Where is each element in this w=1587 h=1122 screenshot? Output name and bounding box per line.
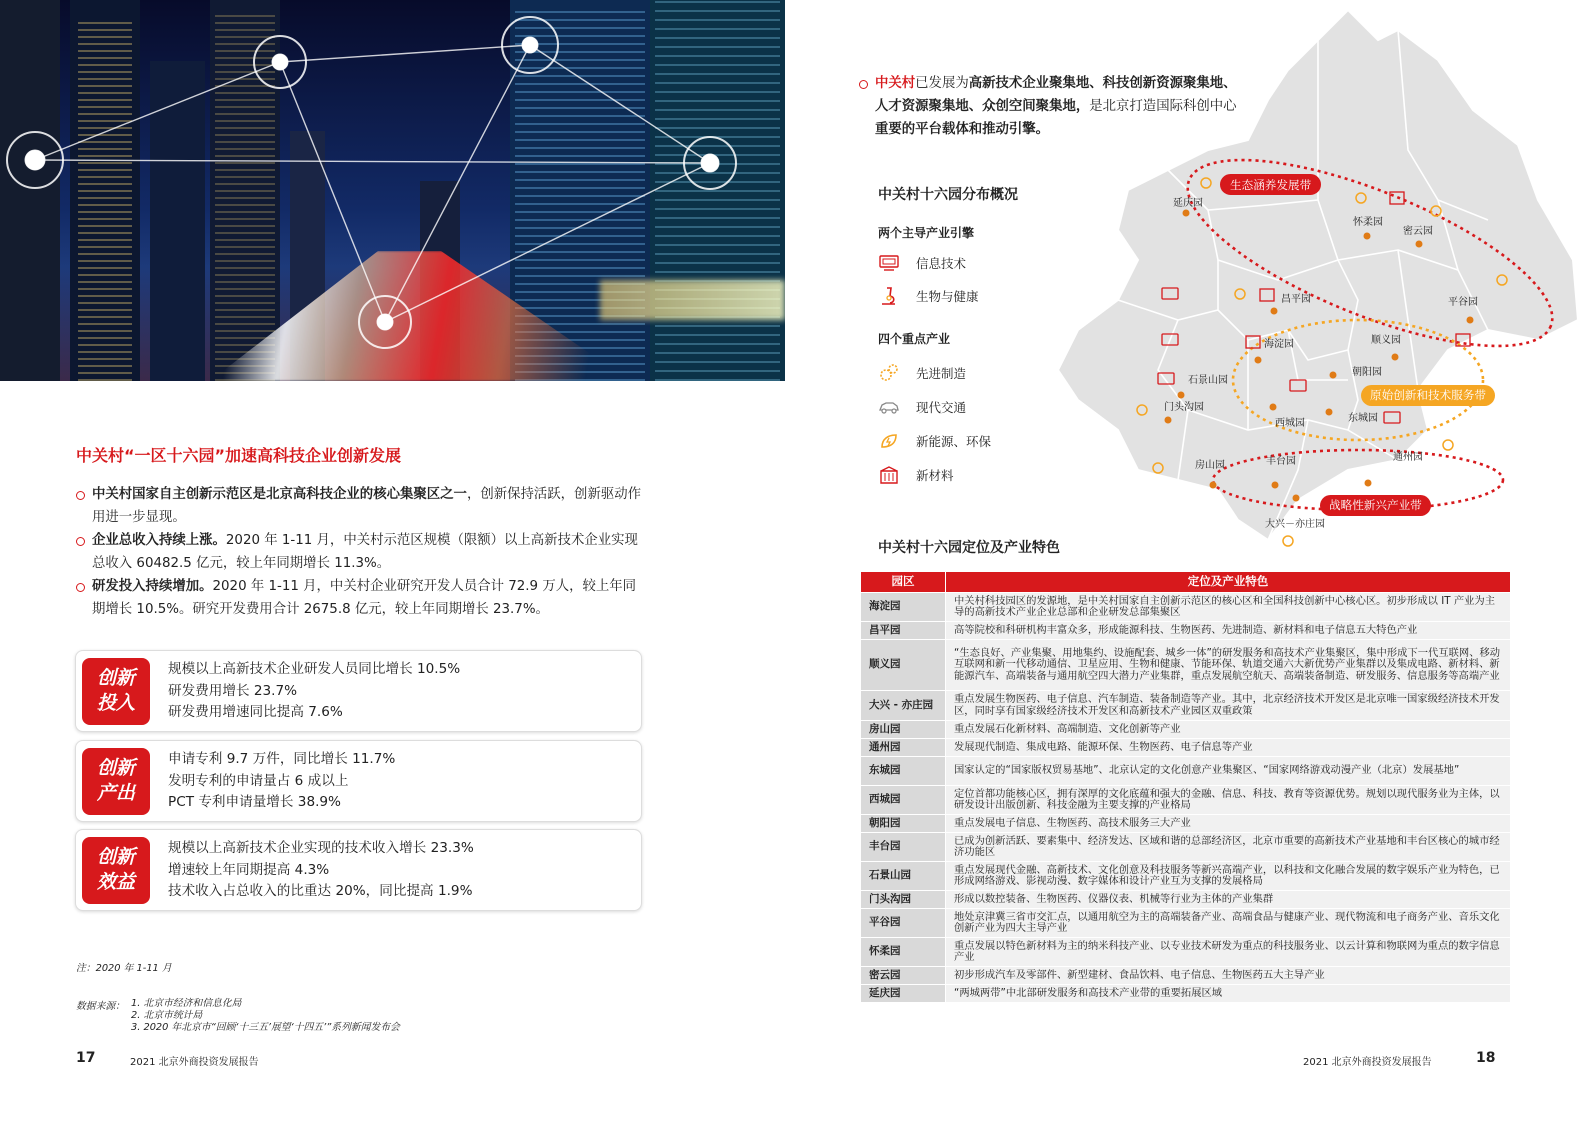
card-line: 研发费用增速同比提高 7.6% [168,704,343,720]
park-label: 门头沟园 [1164,402,1204,413]
park-label: 平谷园 [1448,297,1478,308]
list-item: 研发投入持续增加。2020 年 1-11 月，中关村企业研究开发人员合计 72.9 万人，较上年同期增长 10.5%。研究开发费用合计 2675.8 亿元，较上年同期增长 23.7%。 [76,575,646,621]
legend-item: 信息技术 [878,253,966,273]
park-label: 昌平园 [1281,294,1311,305]
park-name-cell: 门头沟园 [861,891,946,909]
park-label: 东城园 [1348,413,1378,424]
park-name-cell: 东城园 [861,757,946,786]
card-line: PCT 专利申请量增长 38.9% [168,794,341,810]
list-item: 企业总收入持续上涨。2020 年 1-11 月，中关村示范区规模（限额）以上高新技术企业实现总收入 60482.5 亿元，较上年同期增长 11.3%。 [76,529,646,575]
left-page [0,0,793,1122]
park-name-cell: 顺义园 [861,640,946,691]
park-description-cell: 重点发展电子信息、生物医药、高技术服务三大产业 [946,815,1511,833]
park-label: 丰台园 [1266,456,1296,467]
page-number: 18 [1476,1050,1496,1066]
column-header: 园区 [861,572,946,593]
source-list: 1. 北京市经济和信息化局 2. 北京市统计局 3. 2020 年北京市“回顾‘十三五’展望‘十四五’”系列新闻发布会 [131,998,400,1033]
card-tag: 创新 产出 [82,748,150,815]
legend-item: 新材料 [878,465,954,485]
park-name-cell: 昌平园 [861,622,946,640]
park-description-cell: “两城两带”中北部研发服务和高技术产业带的重要拓展区域 [946,985,1511,1003]
page-footer: 2021 北京外商投资发展报告 [130,1057,259,1068]
monitor-icon [878,253,900,273]
park-description-cell: 国家认定的“国家版权贸易基地”、北京认定的文化创意产业集聚区、“国家网络游戏动漫产业（北京）发展基地” [946,757,1511,786]
park-name-cell: 西城园 [861,786,946,815]
table-row [861,691,1511,721]
park-name-cell: 密云园 [861,967,946,985]
table-row [861,967,1511,985]
innovation-input-card [75,650,642,732]
park-description-cell: 地处京津冀三省市交汇点，以通用航空为主的高端装备产业、高端食品与健康产业、现代物流和电子商务产业、音乐文化创新产业为四大主导产业 [946,909,1511,938]
park-label: 大兴－亦庄园 [1265,519,1325,530]
table-row [861,891,1511,909]
table-row [861,786,1511,815]
card-line: 研发费用增长 23.7% [168,682,298,699]
park-label: 石景山园 [1188,375,1228,386]
section-title: 中关村“一区十六园”加速高科技企业创新发展 [76,446,402,465]
innovation-benefit-card [75,829,642,911]
card-tag: 创新 效益 [82,837,150,904]
park-name-cell: 房山园 [861,721,946,739]
source-label: 数据来源： [76,1001,125,1012]
table-row [861,862,1511,891]
park-label: 顺义园 [1371,335,1401,346]
card-line: 规模以上高新技术企业实现的技术收入增长 23.3% [168,840,474,856]
key-industry-title: 四个重点产业 [878,332,951,346]
building-icon [878,465,900,485]
card-line: 增速较上年同期提高 4.3% [168,861,330,878]
park-description-cell: 中关村科技园区的发源地，是中关村国家自主创新示范区的核心区和全国科技创新中心核心区。初步形成以 IT 产业为主导的高新技术产业企业总部和企业研发总部集聚区 [946,593,1511,622]
park-label: 延庆园 [1173,198,1203,209]
table-row [861,909,1511,938]
card-line: 技术收入占总收入的比重达 20%，同比提高 1.9% [168,883,473,899]
park-name-cell: 大兴 - 亦庄园 [861,691,946,721]
table-title: 中关村十六园定位及产业特色 [878,540,1060,556]
list-item: 中关村国家自主创新示范区是北京高科技企业的核心集聚区之一，创新保持活跃，创新驱动作用进一步显现。 [76,483,646,529]
card-line: 申请专利 9.7 万件，同比增长 11.7% [168,751,396,767]
park-description-cell: 形成以数控装备、生物医药、仪器仪表、机械等行业为主体的产业集群 [946,891,1511,909]
footnote: 注：2020 年 1-11 月 [76,963,172,974]
legend-item: 现代交通 [878,397,966,417]
park-label: 房山园 [1195,460,1225,471]
park-name-cell: 怀柔园 [861,938,946,967]
park-description-cell: “生态良好、产业集聚、用地集约、设施配套、城乡一体”的研发服务和高技术产业集聚区，集中形成下一代互联网、移动互联网和新一代移动通信、卫星应用、生物和健康、节能环保、轨道交通六大新优势产业集群以及集成电路、新材料、新能源汽车、高端装备与通用航空四大潜力产业集群，重点发展航空航天、高端装备制造、研发服务、信息服务等高端产业 [946,640,1511,691]
leaf-energy-icon [878,431,900,451]
innovation-output-card [75,740,642,822]
network-lines-overlay [0,0,785,381]
park-name-cell: 延庆园 [861,985,946,1003]
legend-item: 生物与健康 [878,286,979,306]
table-row [861,622,1511,640]
hero-city-night-photo [0,0,785,381]
table-header-row [861,572,1511,593]
park-description-cell: 已成为创新活跃、要素集中、经济发达、区域和谐的总部经济区，北京市重要的高新技术产业基地和丰台区核心的城市经济功能区 [946,833,1511,862]
park-label: 西城园 [1275,418,1305,429]
park-description-cell: 发展现代制造、集成电路、能源环保、生物医药、电子信息等产业 [946,739,1511,757]
park-name-cell: 通州园 [861,739,946,757]
table-row [861,815,1511,833]
table-row [861,985,1511,1003]
park-label: 通州园 [1393,452,1423,463]
park-name-cell: 石景山园 [861,862,946,891]
table-row [861,721,1511,739]
table-row [861,739,1511,757]
column-header: 定位及产业特色 [946,572,1511,593]
highlights-list [76,483,646,621]
table-row [861,757,1511,786]
park-positioning-table [860,571,1511,1003]
park-description-cell: 重点发展生物医药、电子信息、汽车制造、装备制造等产业。其中，北京经济技术开发区是北京唯一国家级经济技术开发区，同时享有国家级经济技术开发区和高新技术产业园区双重政策 [946,691,1511,721]
engine-title: 两个主导产业引擎 [878,226,975,240]
belt-label: 原始创新和技术服务带 [1361,385,1495,406]
car-icon [878,397,900,417]
legend-item: 新能源、环保 [878,431,991,451]
park-label: 朝阳园 [1352,367,1382,378]
card-line: 规模以上高新技术企业研发人员同比增长 10.5% [168,661,461,677]
right-page [793,0,1587,1122]
park-description-cell: 初步形成汽车及零部件、新型建材、食品饮料、电子信息、生物医药五大主导产业 [946,967,1511,985]
microscope-icon [878,286,900,306]
park-description-cell: 重点发展以特色新材料为主的纳米科技产业、以专业技术研发为重点的科技服务业、以云计算和物联网为重点的数字信息产业 [946,938,1511,967]
park-description-cell: 高等院校和科研机构丰富众多，形成能源科技、生物医药、先进制造、新材料和电子信息五大特色产业 [946,622,1511,640]
table-row [861,640,1511,691]
park-name-cell: 丰台园 [861,833,946,862]
belt-label: 战略性新兴产业带 [1320,495,1431,516]
legend-item: 先进制造 [878,363,966,383]
overview-title: 中关村十六园分布概况 [878,187,1018,203]
belt-label: 生态涵养发展带 [1220,174,1321,195]
park-label: 怀柔园 [1353,217,1383,228]
park-name-cell: 海淀园 [861,593,946,622]
table-row [861,938,1511,967]
page-footer: 2021 北京外商投资发展报告 [1303,1057,1432,1068]
page-number: 17 [76,1050,96,1066]
park-label: 海淀园 [1264,339,1294,350]
park-description-cell: 重点发展现代金融、高新技术、文化创意及科技服务等新兴高端产业，以科技和文化融合发展的数字娱乐产业为特色，已形成网络游戏、影视动漫、数字媒体和设计产业互为支撑的发展格局 [946,862,1511,891]
park-description-cell: 定位首都功能核心区，拥有深厚的文化底蕴和强大的金融、信息、科技、教育等资源优势。规划以现代服务业为主体，以研发设计出版创新、科技金融为主要支撑的产业格局 [946,786,1511,815]
card-tag: 创新 投入 [82,658,150,725]
gears-icon [878,363,900,383]
park-label: 密云园 [1403,226,1433,237]
park-description-cell: 重点发展石化新材料、高端制造、文化创新等产业 [946,721,1511,739]
park-name-cell: 朝阳园 [861,815,946,833]
table-row [861,833,1511,862]
park-name-cell: 平谷园 [861,909,946,938]
card-line: 发明专利的申请量占 6 成以上 [168,772,349,789]
intro-paragraph: 中关村已发展为高新技术企业聚集地、科技创新资源聚集地、人才资源聚集地、众创空间聚集地，是北京打造国际科创中心重要的平台载体和推动引擎。 [875,72,1240,141]
table-row [861,593,1511,622]
